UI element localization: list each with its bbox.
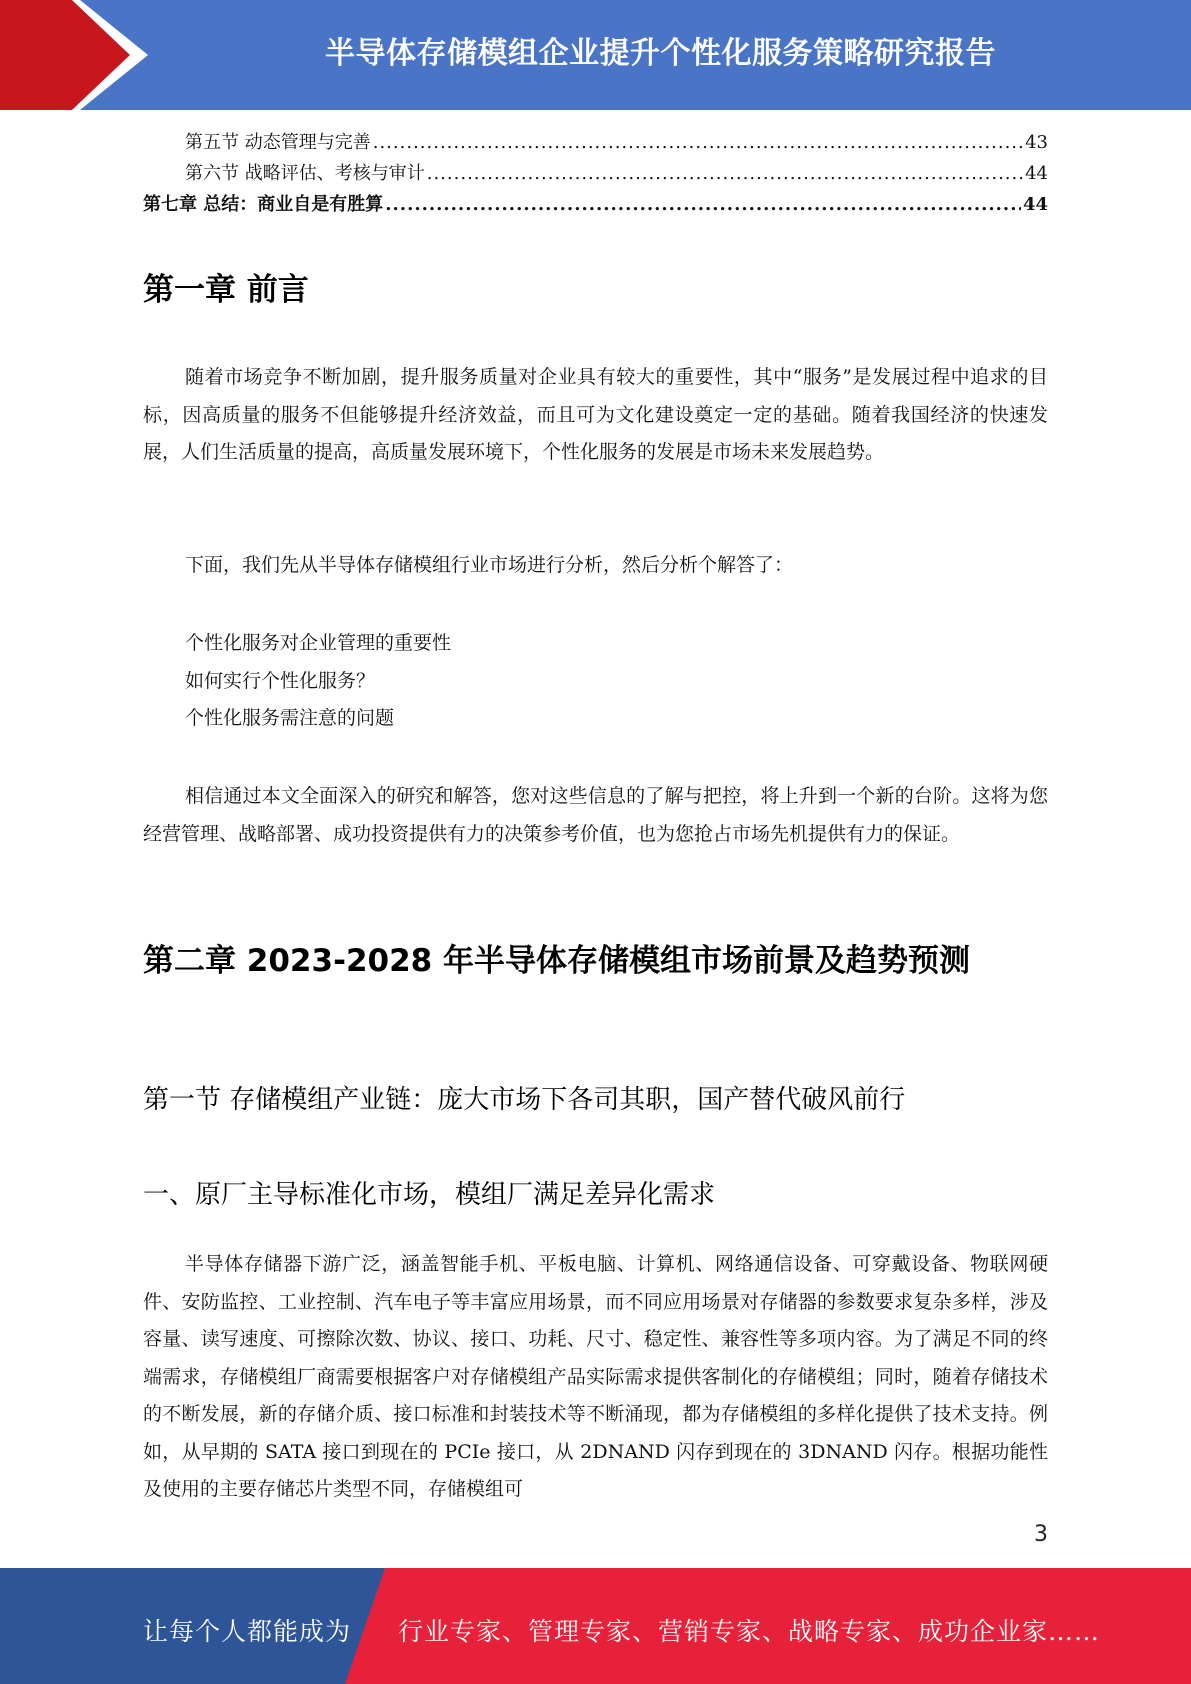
subsection-1-title: 一、原厂主导标准化市场，模组厂满足差异化需求 [143,1180,716,1210]
toc-entry-page: 44 [1025,163,1048,184]
chapter-1-paragraph-2: 下面，我们先从半导体存储模组行业市场进行分析，然后分析个解答了： [185,554,794,576]
list-item: 个性化服务需注意的问题 [185,707,395,729]
header-arrow-decoration [0,0,150,110]
chapter-1-paragraph-1: 随着市场竞争不断加剧，提升服务质量对企业具有较大的重要性，其中“服务”是发展过程中追求的目标，因高质量的服务不但能够提升经济效益，而且可为文化建设奠定一定的基础。随着我国经济的快速发展，人们生活质量的提高，高质量发展环境下，个性化服务的发展是市场未来发展趋势。 [143,366,1048,463]
table-of-contents [143,128,1048,221]
toc-entry[interactable] [143,190,1048,221]
page-number: 3 [1034,1522,1048,1547]
chapter-2-paragraph-1: 半导体存储器下游广泛，涵盖智能手机、平板电脑、计算机、网络通信设备、可穿戴设备、物联网硬件、安防监控、工业控制、汽车电子等丰富应用场景，而不同应用场景对存储器的参数要求复杂多样，涉及容量、读写速度、可擦除次数、协议、接口、功耗、尺寸、稳定性、兼容性等多项内容。为了满足不同的终端需求，存储模组厂商需要根据客户对存储模组产品实际需求提供客制化的存储模组；同时，随着存储技术的不断发展，新的存储介质、接口标准和封装技术等不断涌现，都为存储模组的多样化提供了技术支持。例如，从早期的 SATA 接口到现在的 PCIe 接口，从 2DNAND 闪存到现在的 3DNAND 闪存。根据功能性及使用的主要存储芯片类型不同，存储模组可 [143,1253,1048,1500]
toc-entry-page: 43 [1025,132,1048,153]
section-1-title: 第一节 存储模组产业链：庞大市场下各司其职，国产替代破风前行 [143,1085,906,1115]
footer-slogan-left: 让每个人都能成为 [143,1617,352,1646]
page-header [0,0,1191,110]
toc-entry[interactable] [143,159,1048,190]
chapter-1-paragraph-3: 相信通过本文全面深入的研究和解答，您对这些信息的了解与把控，将上升到一个新的台阶。这将为您经营管理、战略部署、成功投资提供有力的决策参考价值，也为您抢占市场先机提供有力的保证。 [143,785,1048,845]
chapter-2-title: 第二章 2023-2028 年半导体存储模组市场前景及趋势预测 [143,943,971,979]
toc-entry-page: 44 [1022,194,1048,215]
chapter-1-title: 第一章 前言 [143,272,309,308]
toc-leader-dots [373,132,1023,153]
toc-entry-text: 第七章 总结：商业自是有胜算 [143,194,384,215]
toc-entry[interactable] [143,128,1048,159]
list-item: 个性化服务对企业管理的重要性 [185,632,452,654]
page-footer [0,1568,1191,1684]
list-item: 如何实行个性化服务？ [185,669,376,692]
footer-slogan-right: 行业专家、管理专家、营销专家、战略专家、成功企业家…… [398,1617,1101,1646]
header-title: 半导体存储模组企业提升个性化服务策略研究报告 [325,36,996,71]
toc-entry-text: 第五节 动态管理与完善 [185,132,371,153]
toc-entry-text: 第六节 战略评估、考核与审计 [185,163,425,184]
toc-leader-dots [427,163,1023,184]
toc-leader-dots [385,194,1021,215]
question-list [185,625,451,738]
